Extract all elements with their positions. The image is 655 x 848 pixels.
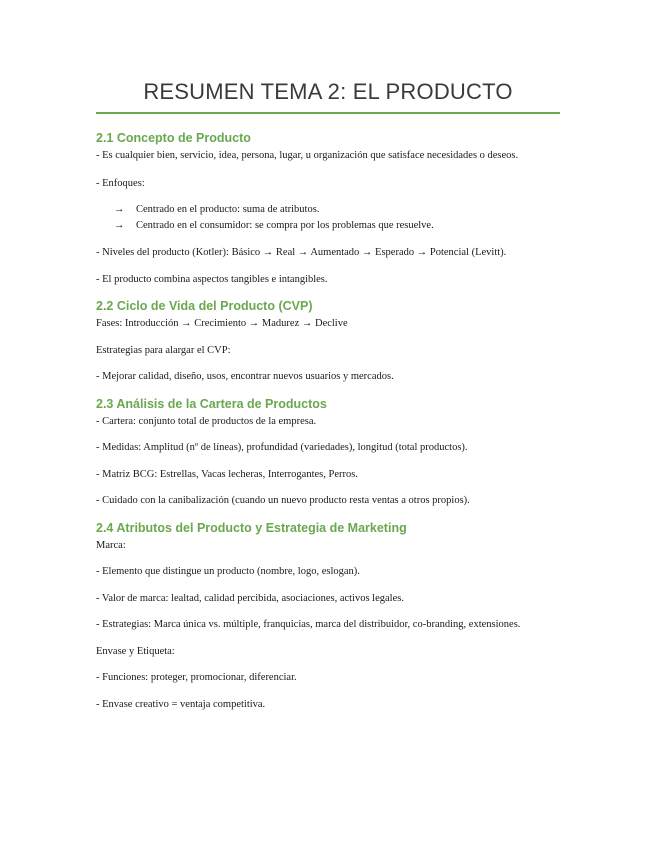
section-heading-concepto: 2.1 Concepto de Producto	[96, 131, 251, 145]
document-page	[96, 78, 560, 712]
paragraph: - Cuidado con la canibalización (cuando un nuevo producto resta ventas a otros propios).	[96, 495, 470, 506]
list-item-text: Centrado en el producto: suma de atributos.	[136, 204, 320, 215]
paragraph: - Valor de marca: lealtad, calidad percibida, asociaciones, activos legales.	[96, 592, 404, 604]
section-heading-cartera: 2.3 Análisis de la Cartera de Productos	[96, 396, 327, 411]
paragraph: - Envase creativo = ventaja competitiva.	[96, 698, 266, 710]
paragraph: - Mejorar calidad, diseño, usos, encontrar nuevos usuarios y mercados.	[96, 371, 394, 382]
paragraph: Fases: Introducción → Crecimiento → Madurez → Declive	[96, 318, 348, 329]
list-item-text: Centrado en el consumidor: se compra por los problemas que resuelve.	[136, 220, 434, 231]
paragraph: - Niveles del producto (Kotler): Básico → Real → Aumentado → Esperado → Potencial (Levitt).	[96, 247, 507, 258]
arrow-bullet-icon: →	[114, 204, 125, 215]
paragraph: - Medidas: Amplitud (nº de líneas), profundidad (variedades), longitud (total productos).	[96, 442, 468, 453]
paragraph: Estrategias para alargar el CVP:	[96, 344, 231, 356]
paragraph: - El producto combina aspectos tangibles e intangibles.	[96, 273, 328, 285]
paragraph: Envase y Etiqueta:	[96, 645, 175, 657]
page-title: RESUMEN TEMA 2: EL PRODUCTO	[143, 79, 513, 104]
paragraph: Marca:	[96, 539, 126, 551]
list-item	[114, 202, 560, 218]
approach-list	[96, 202, 560, 234]
paragraph: - Funciones: proteger, promocionar, diferenciar.	[96, 672, 297, 683]
paragraph: - Elemento que distingue un producto (nombre, logo, eslogan).	[96, 566, 360, 577]
list-item	[114, 218, 560, 234]
title-underline	[96, 112, 560, 114]
section-heading-ciclo-vida: 2.2 Ciclo de Vida del Producto (CVP)	[96, 299, 313, 313]
paragraph: - Cartera: conjunto total de productos de la empresa.	[96, 415, 317, 427]
paragraph: - Estrategias: Marca única vs. múltiple, franquicias, marca del distribuidor, co-branding, extensiones.	[96, 619, 521, 630]
section-heading-atributos: 2.4 Atributos del Producto y Estrategia de Marketing	[96, 520, 407, 535]
paragraph: - Es cualquier bien, servicio, idea, persona, lugar, u organización que satisface necesidades o deseos.	[96, 150, 519, 161]
paragraph: - Matriz BCG: Estrellas, Vacas lecheras, Interrogantes, Perros.	[96, 468, 358, 480]
arrow-bullet-icon: →	[114, 220, 125, 231]
paragraph: - Enfoques:	[96, 177, 145, 189]
